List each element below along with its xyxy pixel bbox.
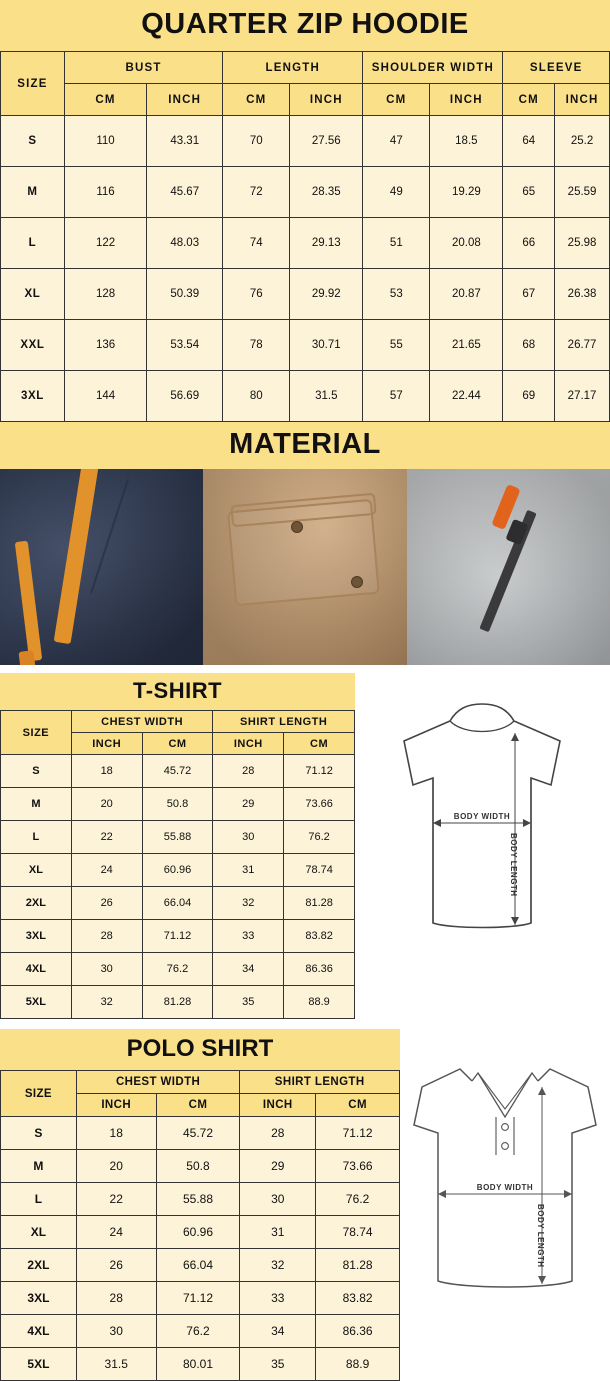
tshirt-cell: 66.04: [142, 887, 213, 920]
polo-cell: 80.01: [156, 1348, 240, 1381]
table-row: [1, 1249, 400, 1282]
polo-title: POLO SHIRT: [0, 1029, 400, 1070]
polo-cell: 28: [240, 1117, 316, 1150]
tshirt-unit-chest-cm: CM: [142, 733, 213, 755]
tshirt-header-chest-width: CHEST WIDTH: [71, 711, 213, 733]
table-row: [1, 218, 610, 269]
polo-cell: 22: [76, 1183, 156, 1216]
tshirt-cell: 71.12: [142, 920, 213, 953]
tshirt-cell: 83.82: [284, 920, 355, 953]
table-row: [1, 371, 610, 422]
hoodie-unit-shoulder-cm: CM: [363, 84, 430, 116]
tshirt-cell: 50.8: [142, 788, 213, 821]
tshirt-cell: 24: [71, 854, 142, 887]
hoodie-unit-bust-cm: CM: [64, 84, 146, 116]
hoodie-cell: 110: [64, 116, 146, 167]
hoodie-cell: 67: [503, 269, 555, 320]
tshirt-cell: 30: [71, 953, 142, 986]
table-row: [1, 1150, 400, 1183]
hoodie-cell: 30.71: [290, 320, 363, 371]
hoodie-cell: 25.59: [555, 167, 610, 218]
tshirt-diagram: [355, 673, 610, 973]
polo-cell: 33: [240, 1282, 316, 1315]
tshirt-size-table: [0, 710, 355, 1019]
tshirt-cell: 81.28: [142, 986, 213, 1019]
polo-cell: 78.74: [316, 1216, 400, 1249]
hoodie-header-shoulder-width: SHOULDER WIDTH: [363, 52, 503, 84]
hoodie-cell: 65: [503, 167, 555, 218]
tshirt-cell: 18: [71, 755, 142, 788]
polo-size-table: [0, 1070, 400, 1381]
tshirt-cell: 20: [71, 788, 142, 821]
polo-row-size: 5XL: [1, 1348, 77, 1381]
tshirt-row-size: M: [1, 788, 72, 821]
tshirt-cell: 28: [213, 755, 284, 788]
material-photo-strip: [0, 469, 610, 665]
polo-cell: 55.88: [156, 1183, 240, 1216]
polo-cell: 30: [240, 1183, 316, 1216]
polo-header-size: SIZE: [1, 1071, 77, 1117]
tshirt-cell: 35: [213, 986, 284, 1019]
polo-cell: 60.96: [156, 1216, 240, 1249]
table-row: [1, 320, 610, 371]
tshirt-cell: 60.96: [142, 854, 213, 887]
polo-unit-length-inch: INCH: [240, 1094, 316, 1117]
hoodie-cell: 20.08: [430, 218, 503, 269]
hoodie-cell: 53: [363, 269, 430, 320]
hoodie-cell: 48.03: [147, 218, 223, 269]
hoodie-header-row-2: [1, 84, 610, 116]
hoodie-cell: 55: [363, 320, 430, 371]
hoodie-cell: 80: [223, 371, 290, 422]
tshirt-cell: 81.28: [284, 887, 355, 920]
hoodie-cell: 78: [223, 320, 290, 371]
hoodie-cell: 74: [223, 218, 290, 269]
hoodie-cell: 76: [223, 269, 290, 320]
hoodie-cell: 66: [503, 218, 555, 269]
polo-cell: 24: [76, 1216, 156, 1249]
table-row: [1, 1348, 400, 1381]
hoodie-cell: 25.2: [555, 116, 610, 167]
hoodie-unit-bust-inch: INCH: [147, 84, 223, 116]
tshirt-body-width-label: BODY WIDTH: [453, 812, 511, 821]
polo-cell: 31.5: [76, 1348, 156, 1381]
polo-cell: 31: [240, 1216, 316, 1249]
polo-body-length-label: BODY LENGTH: [536, 1204, 545, 1268]
table-row: [1, 269, 610, 320]
tshirt-cell: 78.74: [284, 854, 355, 887]
hoodie-cell: 20.87: [430, 269, 503, 320]
material-section: [0, 422, 610, 665]
polo-cell: 66.04: [156, 1249, 240, 1282]
tshirt-diagram-wrap: [355, 673, 610, 1019]
polo-cell: 76.2: [156, 1315, 240, 1348]
tshirt-cell: 55.88: [142, 821, 213, 854]
tshirt-row-size: 2XL: [1, 887, 72, 920]
polo-header-chest-width: CHEST WIDTH: [76, 1071, 240, 1094]
hoodie-header-sleeve: SLEEVE: [503, 52, 610, 84]
hoodie-unit-shoulder-inch: INCH: [430, 84, 503, 116]
hoodie-row-size: S: [1, 116, 65, 167]
hoodie-cell: 116: [64, 167, 146, 218]
table-row: [1, 920, 355, 953]
table-row: [1, 116, 610, 167]
hoodie-size-table: [0, 51, 610, 422]
hoodie-cell: 68: [503, 320, 555, 371]
hoodie-header-row-1: [1, 52, 610, 84]
hoodie-cell: 49: [363, 167, 430, 218]
polo-cell: 50.8: [156, 1150, 240, 1183]
polo-cell: 71.12: [316, 1117, 400, 1150]
hoodie-cell: 51: [363, 218, 430, 269]
polo-cell: 35: [240, 1348, 316, 1381]
gray-zipper-pull-photo: [407, 469, 610, 665]
tshirt-header-size: SIZE: [1, 711, 72, 755]
polo-cell: 30: [76, 1315, 156, 1348]
hoodie-title: QUARTER ZIP HOODIE: [0, 0, 610, 51]
hoodie-table-body: [1, 116, 610, 422]
polo-row-size: XL: [1, 1216, 77, 1249]
tshirt-header-shirt-length: SHIRT LENGTH: [213, 711, 355, 733]
hoodie-row-size: M: [1, 167, 65, 218]
hoodie-cell: 27.56: [290, 116, 363, 167]
hoodie-cell: 72: [223, 167, 290, 218]
tshirt-cell: 22: [71, 821, 142, 854]
tshirt-title: T-SHIRT: [0, 673, 355, 710]
hoodie-cell: 19.29: [430, 167, 503, 218]
polo-cell: 76.2: [316, 1183, 400, 1216]
hoodie-row-size: L: [1, 218, 65, 269]
tshirt-row-size: XL: [1, 854, 72, 887]
table-row: [1, 788, 355, 821]
tshirt-cell: 34: [213, 953, 284, 986]
table-row: [1, 953, 355, 986]
hoodie-section: [0, 0, 610, 422]
polo-diagram: [400, 1029, 610, 1329]
polo-table-body: [1, 1117, 400, 1381]
hoodie-cell: 28.35: [290, 167, 363, 218]
table-row: [1, 854, 355, 887]
polo-row-size: L: [1, 1183, 77, 1216]
tshirt-table-body: [1, 755, 355, 1019]
hoodie-cell: 31.5: [290, 371, 363, 422]
hoodie-cell: 64: [503, 116, 555, 167]
polo-unit-chest-inch: INCH: [76, 1094, 156, 1117]
hoodie-cell: 29.13: [290, 218, 363, 269]
hoodie-cell: 25.98: [555, 218, 610, 269]
hoodie-cell: 29.92: [290, 269, 363, 320]
tshirt-row-size: 3XL: [1, 920, 72, 953]
hoodie-unit-length-cm: CM: [223, 84, 290, 116]
table-row: [1, 1216, 400, 1249]
polo-cell: 88.9: [316, 1348, 400, 1381]
hoodie-cell: 50.39: [147, 269, 223, 320]
polo-cell: 29: [240, 1150, 316, 1183]
table-row: [1, 1282, 400, 1315]
tshirt-cell: 31: [213, 854, 284, 887]
tan-sleeve-pocket-photo: [203, 469, 406, 665]
hoodie-cell: 26.38: [555, 269, 610, 320]
table-row: [1, 1315, 400, 1348]
polo-cell: 86.36: [316, 1315, 400, 1348]
polo-cell: 81.28: [316, 1249, 400, 1282]
polo-cell: 28: [76, 1282, 156, 1315]
hoodie-cell: 47: [363, 116, 430, 167]
hoodie-cell: 21.65: [430, 320, 503, 371]
tshirt-row-size: S: [1, 755, 72, 788]
tshirt-unit-chest-inch: INCH: [71, 733, 142, 755]
tshirt-row-size: 5XL: [1, 986, 72, 1019]
tshirt-table-wrap: [0, 673, 355, 1019]
table-row: [1, 821, 355, 854]
hoodie-cell: 69: [503, 371, 555, 422]
hoodie-unit-length-inch: INCH: [290, 84, 363, 116]
polo-header-row-1: [1, 1071, 400, 1094]
polo-unit-chest-cm: CM: [156, 1094, 240, 1117]
table-row: [1, 986, 355, 1019]
hoodie-cell: 18.5: [430, 116, 503, 167]
polo-cell: 71.12: [156, 1282, 240, 1315]
tshirt-cell: 45.72: [142, 755, 213, 788]
tshirt-cell: 71.12: [284, 755, 355, 788]
hoodie-cell: 122: [64, 218, 146, 269]
material-title: MATERIAL: [0, 422, 610, 469]
hoodie-header-length: LENGTH: [223, 52, 363, 84]
hoodie-cell: 53.54: [147, 320, 223, 371]
polo-section: [0, 1019, 610, 1381]
polo-table-wrap: [0, 1029, 400, 1381]
hoodie-row-size: 3XL: [1, 371, 65, 422]
tshirt-row-size: 4XL: [1, 953, 72, 986]
hoodie-cell: 27.17: [555, 371, 610, 422]
polo-row-size: 2XL: [1, 1249, 77, 1282]
table-row: [1, 167, 610, 218]
navy-hoodie-drawstring-photo: [0, 469, 203, 665]
tshirt-cell: 86.36: [284, 953, 355, 986]
hoodie-row-size: XL: [1, 269, 65, 320]
hoodie-cell: 70: [223, 116, 290, 167]
tshirt-body-length-label: BODY LENGTH: [509, 833, 518, 897]
polo-cell: 26: [76, 1249, 156, 1282]
hoodie-cell: 43.31: [147, 116, 223, 167]
tshirt-cell: 88.9: [284, 986, 355, 1019]
polo-header-shirt-length: SHIRT LENGTH: [240, 1071, 400, 1094]
hoodie-cell: 26.77: [555, 320, 610, 371]
polo-button: [502, 1143, 509, 1150]
polo-cell: 32: [240, 1249, 316, 1282]
table-row: [1, 755, 355, 788]
hoodie-row-size: XXL: [1, 320, 65, 371]
polo-row-size: 4XL: [1, 1315, 77, 1348]
hoodie-header-bust: BUST: [64, 52, 222, 84]
polo-unit-length-cm: CM: [316, 1094, 400, 1117]
tshirt-cell: 28: [71, 920, 142, 953]
hoodie-header-size: SIZE: [1, 52, 65, 116]
tshirt-row-size: L: [1, 821, 72, 854]
hoodie-cell: 45.67: [147, 167, 223, 218]
polo-button: [502, 1124, 509, 1131]
polo-cell: 73.66: [316, 1150, 400, 1183]
polo-body-width-label: BODY WIDTH: [476, 1183, 534, 1192]
table-row: [1, 1183, 400, 1216]
tshirt-cell: 33: [213, 920, 284, 953]
polo-cell: 34: [240, 1315, 316, 1348]
hoodie-unit-sleeve-cm: CM: [503, 84, 555, 116]
tshirt-unit-length-inch: INCH: [213, 733, 284, 755]
polo-row-size: S: [1, 1117, 77, 1150]
hoodie-cell: 144: [64, 371, 146, 422]
polo-cell: 83.82: [316, 1282, 400, 1315]
tshirt-cell: 32: [71, 986, 142, 1019]
polo-cell: 45.72: [156, 1117, 240, 1150]
tshirt-cell: 32: [213, 887, 284, 920]
tshirt-cell: 26: [71, 887, 142, 920]
table-row: [1, 887, 355, 920]
tshirt-cell: 30: [213, 821, 284, 854]
tshirt-unit-length-cm: CM: [284, 733, 355, 755]
hoodie-cell: 128: [64, 269, 146, 320]
table-row: [1, 1117, 400, 1150]
tshirt-cell: 76.2: [142, 953, 213, 986]
hoodie-cell: 57: [363, 371, 430, 422]
hoodie-cell: 56.69: [147, 371, 223, 422]
hoodie-cell: 136: [64, 320, 146, 371]
hoodie-unit-sleeve-inch: INCH: [555, 84, 610, 116]
polo-diagram-wrap: [400, 1029, 610, 1381]
polo-cell: 18: [76, 1117, 156, 1150]
tshirt-cell: 29: [213, 788, 284, 821]
tshirt-header-row-1: [1, 711, 355, 733]
polo-row-size: 3XL: [1, 1282, 77, 1315]
tshirt-section: [0, 665, 610, 1019]
polo-cell: 20: [76, 1150, 156, 1183]
hoodie-cell: 22.44: [430, 371, 503, 422]
tshirt-cell: 76.2: [284, 821, 355, 854]
tshirt-cell: 73.66: [284, 788, 355, 821]
polo-row-size: M: [1, 1150, 77, 1183]
